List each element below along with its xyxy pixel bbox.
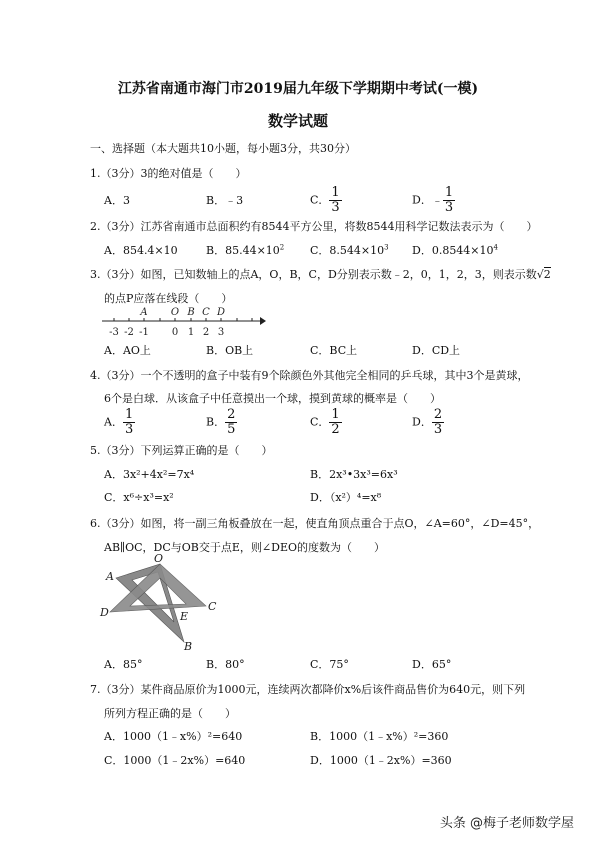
question-2-stem: 2.（3分）江苏省南通市总面积约有8544平方公里，将数8544用科学记数法表示为（ ）	[90, 220, 538, 233]
sqrt-symbol: √	[536, 268, 544, 281]
q2-option-b: B．$85.44\times 10^2$	[206, 243, 285, 257]
axis-number: 0	[171, 327, 179, 338]
q2-option-d: D．$0.8544\times 10^4$	[412, 243, 498, 257]
q5-option-b: B．2x³•3x³=6x³	[310, 468, 398, 481]
q2-option-a: A．854.4×10	[104, 244, 178, 257]
q1-option-c: C． $\frac{1}{3}$	[310, 185, 340, 215]
page-title: 江苏省南通市海门市2019届九年级下学期期中考试(一模)	[117, 81, 479, 97]
q4-option-d: D． $\frac{2}{3}$	[412, 407, 443, 437]
q4-option-c: C． $\frac{1}{2}$	[310, 407, 340, 437]
section-heading: 一、选择题（本大题共10小题，每小题3分，共30分）	[90, 142, 356, 155]
q6-option-c: C．75°	[310, 658, 349, 671]
question-3-stem-cont: 的点P应落在线段（ ）	[104, 292, 233, 305]
q1-option-a: A．3	[104, 194, 130, 207]
q5-option-a: A．3x²+4x²=7x⁴	[104, 468, 195, 481]
q7-option-d: D．1000（1﹣2x%）=360	[310, 754, 452, 767]
axis-number: -1	[139, 327, 149, 338]
triangle-45	[110, 564, 206, 612]
triangle-figure	[98, 552, 228, 652]
question-7-stem: 7.（3分）某件商品原价为1000元，连续两次都降价x%后该件商品售价为640元，则下列	[90, 683, 526, 696]
q3-option-d: D．CD上	[412, 344, 461, 357]
label-o: O	[154, 552, 164, 565]
question-4-stem: 4.（3分）一个不透明的盒子中装有9个除颜色外其他完全相同的乒乓球，其中3个是黄球，	[90, 369, 529, 382]
question-4-stem-cont: 6个是白球．从该盒子中任意摸出一个球，摸到黄球的概率是（ ）	[104, 392, 441, 405]
label-c: C	[208, 600, 217, 613]
q1-option-b: B．﹣3	[206, 194, 244, 207]
axis-letter-a: A	[140, 307, 148, 318]
q6-option-a: A．85°	[104, 658, 143, 671]
axis-number: -3	[109, 327, 119, 338]
axis-arrow	[260, 317, 266, 325]
q3-option-a: A．AO上	[104, 344, 151, 357]
q3-option-c: C．BC上	[310, 344, 358, 357]
question-7-stem-cont: 所列方程正确的是（ ）	[104, 707, 236, 720]
number-line-figure	[98, 305, 268, 339]
q2-option-c: C．$8.544\times 10^3$	[310, 243, 389, 257]
q5-option-d: D．（x²）⁴=x⁸	[310, 491, 382, 504]
axis-letter-b: B	[187, 307, 195, 318]
axis-number: 3	[217, 327, 225, 338]
q3-option-b: B．OB上	[206, 344, 254, 357]
q4-option-a: A． $\frac{1}{3}$	[104, 407, 134, 437]
axis-number: -2	[124, 327, 134, 338]
page-subtitle: 数学试题	[267, 112, 328, 130]
label-d: D	[100, 606, 109, 619]
question-3-stem: 3.（3分）如图，已知数轴上的点A，O，B，C，D分别表示数﹣2，0，1，2，3，则表示数√2	[90, 268, 551, 281]
q7-option-a: A．1000（1﹣x%）²=640	[104, 730, 243, 743]
q1-option-d: D．﹣ $\frac{1}{3}$	[412, 185, 454, 215]
q6-option-d: D．65°	[412, 658, 452, 671]
label-e: E	[180, 610, 189, 623]
label-b: B	[184, 640, 193, 652]
label-a: A	[106, 570, 114, 583]
q7-option-c: C．1000（1﹣2x%）=640	[104, 754, 246, 767]
axis-letter-o: O	[170, 307, 180, 318]
axis-letter-c: C	[202, 307, 210, 318]
q6-option-b: B．80°	[206, 658, 245, 671]
axis-letter-d: D	[216, 307, 226, 318]
q4-option-b: B． $\frac{2}{5}$	[206, 407, 236, 437]
q5-option-c: C．x⁶÷x³=x²	[104, 491, 174, 504]
question-5-stem: 5.（3分）下列运算正确的是（ ）	[90, 444, 273, 457]
axis-number: 1	[187, 327, 195, 338]
question-6-stem-cont: AB∥OC，DC与OB交于点E，则∠DEO的度数为（ ）	[104, 541, 385, 554]
watermark: 头条 @梅子老师数学屋	[439, 816, 574, 831]
axis-number: 2	[202, 327, 210, 338]
question-6-stem: 6.（3分）如图，将一副三角板叠放在一起，使直角顶点重合于点O，∠A=60°，∠D=45°，	[90, 517, 540, 530]
question-1-stem: 1.（3分）3的绝对值是（ ）	[90, 167, 247, 180]
q7-option-b: B．1000（1﹣x%）²=360	[310, 730, 449, 743]
